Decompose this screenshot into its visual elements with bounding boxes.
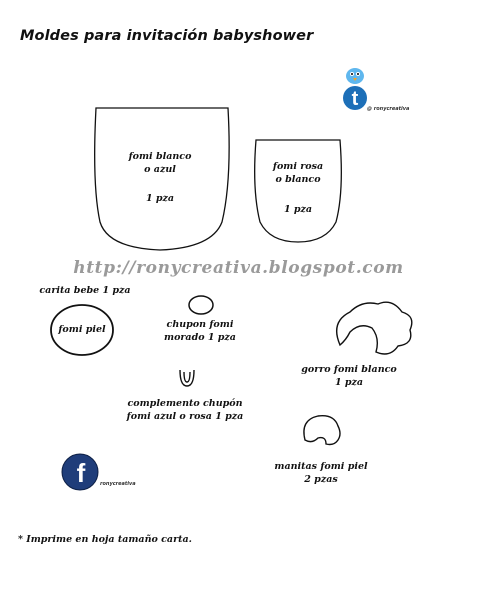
pacifier-ring-line1: complemento chupón <box>127 398 243 409</box>
pacifier-line2: morado 1 pza <box>164 332 236 343</box>
twitter-handle: @ ronycreativa <box>367 106 410 112</box>
facebook-handle: ronycreativa <box>100 481 136 487</box>
small-onesie-outline <box>255 140 342 242</box>
pacifier-line1: chupon fomi <box>166 319 234 330</box>
small-onesie-qty: 1 pza <box>283 204 313 215</box>
svg-text:t: t <box>351 88 359 110</box>
twitter-badge[interactable] <box>335 62 375 112</box>
pacifier-label <box>150 318 250 344</box>
hat-line1: gorro fomi blanco <box>301 364 397 375</box>
print-note: * Imprime en hoja tamaño carta. <box>18 534 192 545</box>
hands-line1: manitas fomi piel <box>274 461 368 472</box>
pacifier-ring-label <box>110 397 260 423</box>
hands-label <box>262 460 380 486</box>
facebook-badge[interactable] <box>60 452 100 492</box>
hat-outline <box>337 302 412 354</box>
hands-line2: 2 pzas <box>304 474 338 485</box>
svg-text:f: f <box>76 458 86 488</box>
face-caption: carita bebe 1 pza <box>39 285 131 296</box>
hat-line2: 1 pza <box>334 377 364 388</box>
small-onesie-line1: fomi rosa <box>272 161 324 172</box>
pacifier-ring-line2: fomi azul o rosa 1 pza <box>126 411 244 422</box>
small-onesie-material <box>256 160 340 186</box>
small-onesie-line2: o blanco <box>275 174 321 185</box>
large-onesie-line2: o azul <box>144 164 176 175</box>
face-inner-label: fomi piel <box>58 324 106 335</box>
pacifier-ring-shape <box>180 370 194 386</box>
large-onesie-material <box>110 150 210 176</box>
large-onesie-line1: fomi blanco <box>128 151 192 162</box>
page-title: Moldes para invitación babyshower <box>20 28 314 44</box>
hat-label <box>294 363 404 389</box>
pacifier-oval <box>189 296 213 314</box>
large-onesie-outline <box>95 108 229 250</box>
large-onesie-qty: 1 pza <box>145 193 175 204</box>
blog-url-watermark: http://ronycreativa.blogspot.com <box>73 258 404 278</box>
facebook-icon <box>60 452 100 492</box>
twitter-bird-icon <box>335 62 375 112</box>
hand-outline <box>304 416 340 445</box>
